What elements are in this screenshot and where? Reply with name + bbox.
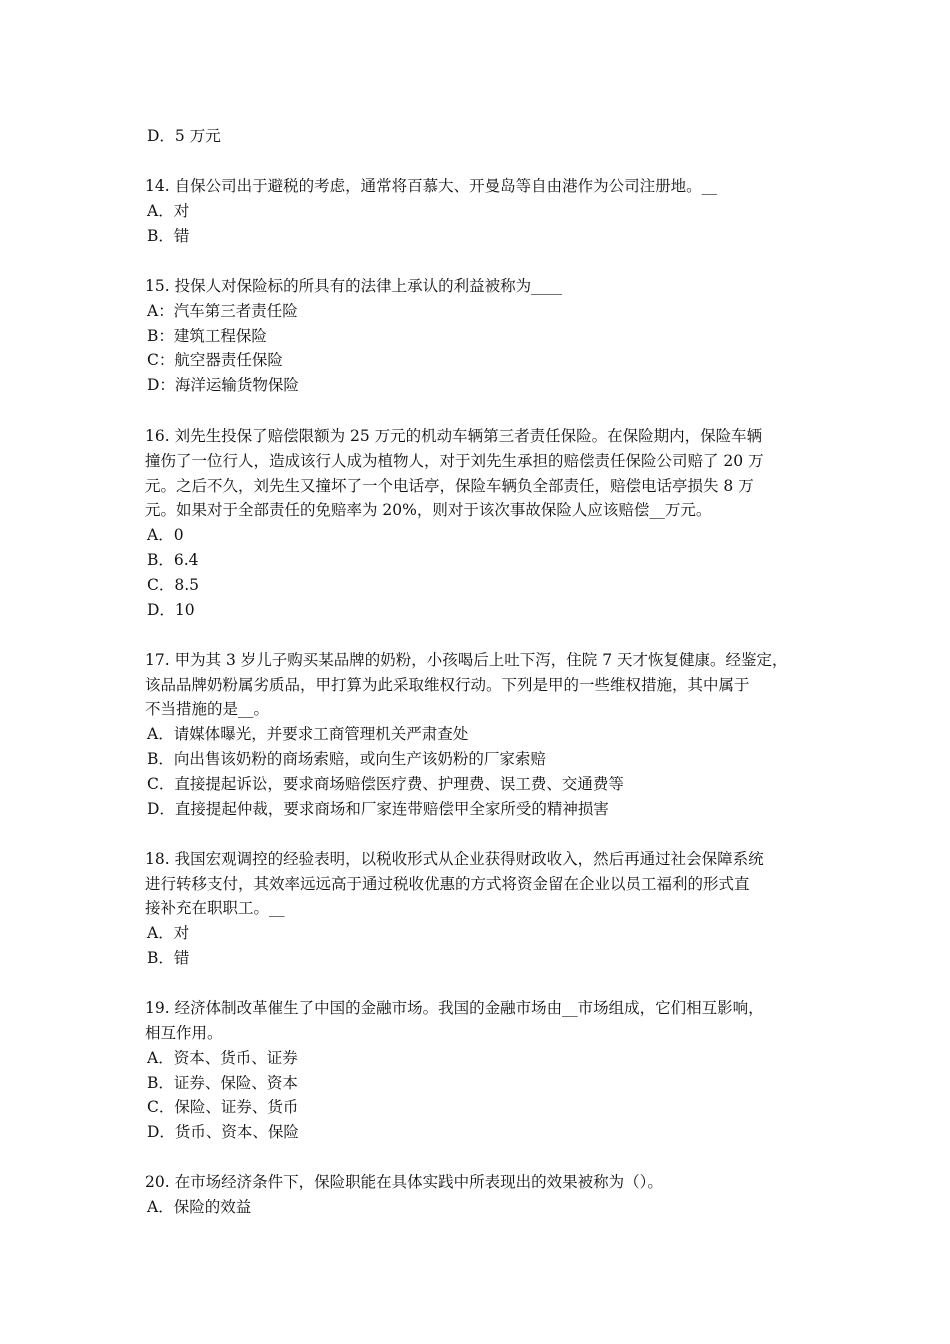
option-b: B．证券、保险、资本 — [147, 1074, 298, 1092]
option-d: D．10 — [147, 601, 195, 619]
question-stem-line-1: 16. 刘先生投保了赔偿限额为 25 万元的机动车辆第三者责任保险。在保险期内，保险车辆 — [145, 427, 763, 445]
question-stem: 20. 在市场经济条件下，保险职能在具体实践中所表现出的效果被称为（）。 — [145, 1173, 663, 1191]
question-stem-line-4: 元。如果对于全部责任的免赔率为 20%，则对于该次事故保险人应该赔偿__万元。 — [145, 501, 712, 519]
option-b: B．向出售该奶粉的商场索赔，或向生产该奶粉的厂家索赔 — [147, 750, 546, 768]
question-stem-line-1: 18. 我国宏观调控的经验表明，以税收形式从企业获得财政收入，然后再通过社会保障系统 — [145, 850, 764, 868]
option-d: D．直接提起仲裁，要求商场和厂家连带赔偿甲全家所受的精神损害 — [147, 800, 609, 818]
option-d: D：海洋运输货物保险 — [147, 376, 299, 394]
option-b: B：建筑工程保险 — [147, 327, 267, 345]
question-stem: 15. 投保人对保险标的所具有的法律上承认的利益被称为____ — [145, 277, 563, 295]
question-stem-line-3: 接补充在职职工。__ — [145, 899, 285, 917]
option-a: A．对 — [147, 202, 190, 220]
question-stem-line-2: 该品品牌奶粉属劣质品，甲打算为此采取维权行动。下列是甲的一些维权措施，其中属于 — [145, 676, 750, 694]
question-stem-line-1: 17. 甲为其 3 岁儿子购买某品牌的奶粉，小孩喝后上吐下泻，住院 7 天才恢复健康。经鉴定， — [145, 651, 788, 669]
question-stem-line-2: 撞伤了一位行人，造成该行人成为植物人，对于刘先生承担的赔偿责任保险公司赔了 20 万 — [145, 452, 764, 470]
option-b: B．6.4 — [147, 551, 199, 569]
option-c: C．直接提起诉讼，要求商场赔偿医疗费、护理费、误工费、交通费等 — [147, 775, 624, 793]
option-a: A．保险的效益 — [147, 1198, 252, 1216]
option-b: B．错 — [147, 949, 190, 967]
question-stem: 14. 自保公司出于避税的考虑，通常将百慕大、开曼岛等自由港作为公司注册地。__ — [145, 177, 718, 195]
option-c: C．8.5 — [147, 576, 200, 594]
question-stem-line-2: 相互作用。 — [145, 1024, 223, 1042]
option-c: C：航空器责任保险 — [147, 351, 283, 369]
option-c: C．保险、证券、货币 — [147, 1098, 299, 1116]
option-a: A．资本、货币、证券 — [147, 1049, 298, 1067]
option-a: A．请媒体曝光，并要求工商管理机关严肃查处 — [147, 725, 469, 743]
option-a: A：汽车第三者责任险 — [147, 302, 298, 320]
question-stem-line-3: 元。之后不久，刘先生又撞坏了一个电话亭，保险车辆负全部责任，赔偿电话亭损失 8 万 — [145, 477, 754, 495]
prev-question-option-d: D．5 万元 — [147, 127, 221, 145]
question-stem-line-3: 不当措施的是__。 — [145, 700, 270, 718]
option-b: B．错 — [147, 227, 190, 245]
option-a: A．对 — [147, 924, 190, 942]
option-d: D．货币、资本、保险 — [147, 1123, 299, 1141]
option-a: A．0 — [147, 526, 184, 544]
question-stem-line-1: 19. 经济体制改革催生了中国的金融市场。我国的金融市场由__市场组成，它们相互影响， — [145, 999, 764, 1017]
question-stem-line-2: 进行转移支付，其效率远远高于通过税收优惠的方式将资金留在企业以员工福利的形式直 — [145, 875, 750, 893]
